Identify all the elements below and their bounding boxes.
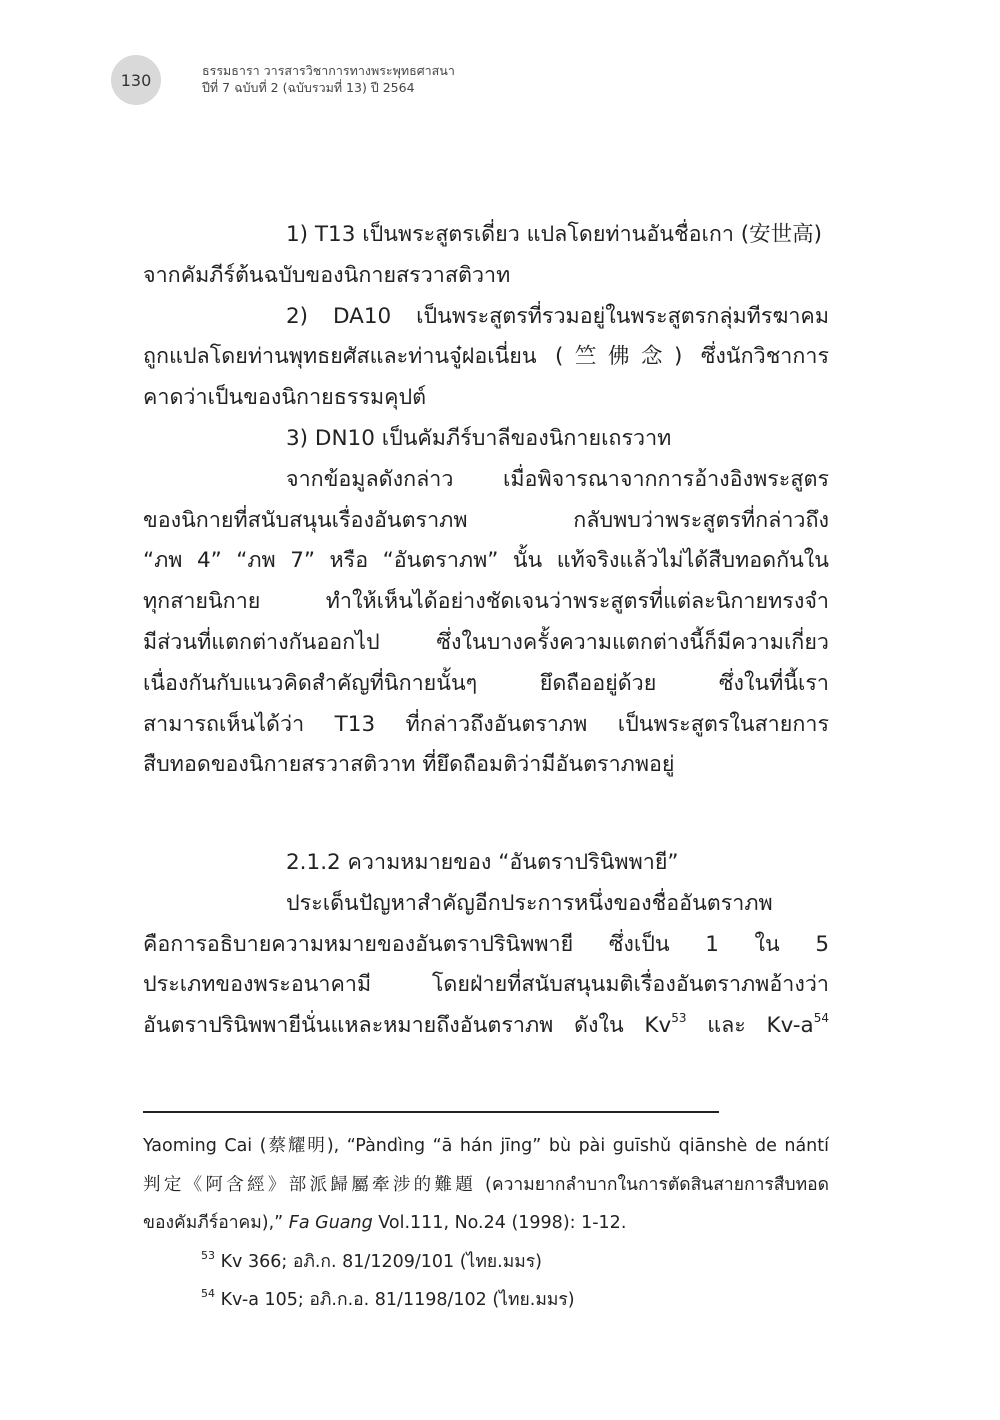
para4-line: ทุกสายนิกาย ทำให้เห็นได้อย่างชัดเจนว่าพระสูตรที่แต่ละนิกายทรงจำ xyxy=(143,589,829,615)
journal-name: Fa Guang xyxy=(288,1213,373,1233)
page-number: 130 xyxy=(111,55,161,105)
issue-info: ปีที่ 7 ฉบับที่ 2 (ฉบับรวมที่ 13) ปี 2564 xyxy=(202,80,415,95)
journal-title: ธรรมธารา วารสารวิชาการทางพระพุทธศาสนา xyxy=(202,63,455,78)
footnote-54 xyxy=(143,1281,829,1320)
running-header xyxy=(202,62,455,96)
footnote-number: 53 xyxy=(201,1248,215,1262)
footnote-ref-54[interactable]: 54 xyxy=(813,1011,829,1026)
para4-line: สืบทอดของนิกายสรวาสติวาท ที่ยึดถือมติว่ามีอันตราภพอยู่ xyxy=(143,752,675,778)
section-2-1-2 xyxy=(143,843,829,1047)
footnote-number: 54 xyxy=(201,1287,215,1300)
para2-line: คาดว่าเป็นของนิกายธรรมคุปต์ xyxy=(143,385,427,411)
para5-text: อันตราปรินิพพายีนั่นแหละหมายถึงอันตราภพ ดังใน Kv xyxy=(143,1013,672,1039)
para5-line: ประเด็นปัญหาสำคัญอีกประการหนึ่งของชื่ออันตราภพ xyxy=(286,890,773,916)
footnote-53 xyxy=(143,1243,829,1282)
para2-line: 2) DA10 เป็นพระสูตรที่รวมอยู่ในพระสูตรกลุ่มทีรฆาคม xyxy=(286,303,829,329)
para1-line: จากคัมภีร์ต้นฉบับของนิกายสรวาสติวาท xyxy=(143,262,511,288)
para4-line: เนื่องกันกับแนวคิดสำคัญที่นิกายนั้นๆ ยึดถืออยู่ด้วย ซึ่งในที่นี้เรา xyxy=(143,670,829,696)
para4-line: สามารถเห็นได้ว่า T13 ที่กล่าวถึงอันตราภพ เป็นพระสูตรในสายการ xyxy=(143,711,829,737)
footnote-text: ของคัมภีร์อาคม),” xyxy=(143,1213,289,1233)
footnote-cont-line: 判定《阿含經》部派歸屬牽涉的難題 (ความยากลำบากในการตัดสินสายการสืบทอด xyxy=(143,1174,829,1195)
para5-line: คือการอธิบายความหมายของอันตราปรินิพพายี ซึ่งเป็น 1 ใน 5 xyxy=(143,931,829,957)
para3-line: 3) DN10 เป็นคัมภีร์บาลีของนิกายเถรวาท xyxy=(286,425,672,451)
main-text xyxy=(143,215,829,786)
footnote-text: Kv-a 105; อภิ.ก.อ. 81/1198/102 (ไทย.มมร) xyxy=(215,1290,575,1310)
para5-mid: และ Kv-a xyxy=(686,1013,814,1039)
footnote-ref-53[interactable]: 53 xyxy=(671,1011,687,1026)
para4-line: “ภพ 4” “ภพ 7” หรือ “อันตราภพ” นั้น แท้จริงแล้วไม่ได้สืบทอดกันใน xyxy=(143,548,829,574)
footnotes xyxy=(143,1127,829,1320)
footnote-cont-line xyxy=(143,1204,829,1243)
para1-line: 1) T13 เป็นพระสูตรเดี่ยว แปลโดยท่านอันชื่อเกา (安世高) xyxy=(286,222,823,247)
section-heading: 2.1.2 ความหมายของ “อันตราปรินิพพายี” xyxy=(286,850,679,875)
para4-line: มีส่วนที่แตกต่างกันออกไป ซึ่งในบางครั้งความแตกต่างนี้ก็มีความเกี่ยว xyxy=(143,629,829,655)
para2-line: ถูกแปลโดยท่านพุทธยศัสและท่านจู๋ฝอเนี่ยน (竺佛念) ซึ่งนักวิชาการ xyxy=(143,344,829,370)
para4-line: จากข้อมูลดังกล่าว เมื่อพิจารณาจากการอ้างอิงพระสูตร xyxy=(286,466,829,492)
footnote-cont-line: Yaoming Cai (蔡耀明), “Pàndìng “ā hán jīng” bù pài guīshǔ qiānshè de nántí xyxy=(143,1136,829,1156)
footnote-divider xyxy=(143,1111,719,1113)
footnote-text: Vol.111, No.24 (1998): 1-12. xyxy=(372,1213,627,1233)
para5-last-line xyxy=(143,1006,829,1047)
para5-line: ประเภทของพระอนาคามี โดยฝ่ายที่สนับสนุนมติเรื่องอันตราภพอ้างว่า xyxy=(143,972,829,998)
footnote-text: Kv 366; อภิ.ก. 81/1209/101 (ไทย.มมร) xyxy=(215,1251,542,1272)
para4-line: ของนิกายที่สนับสนุนเรื่องอันตราภพ กลับพบว่าพระสูตรที่กล่าวถึง xyxy=(143,507,829,533)
